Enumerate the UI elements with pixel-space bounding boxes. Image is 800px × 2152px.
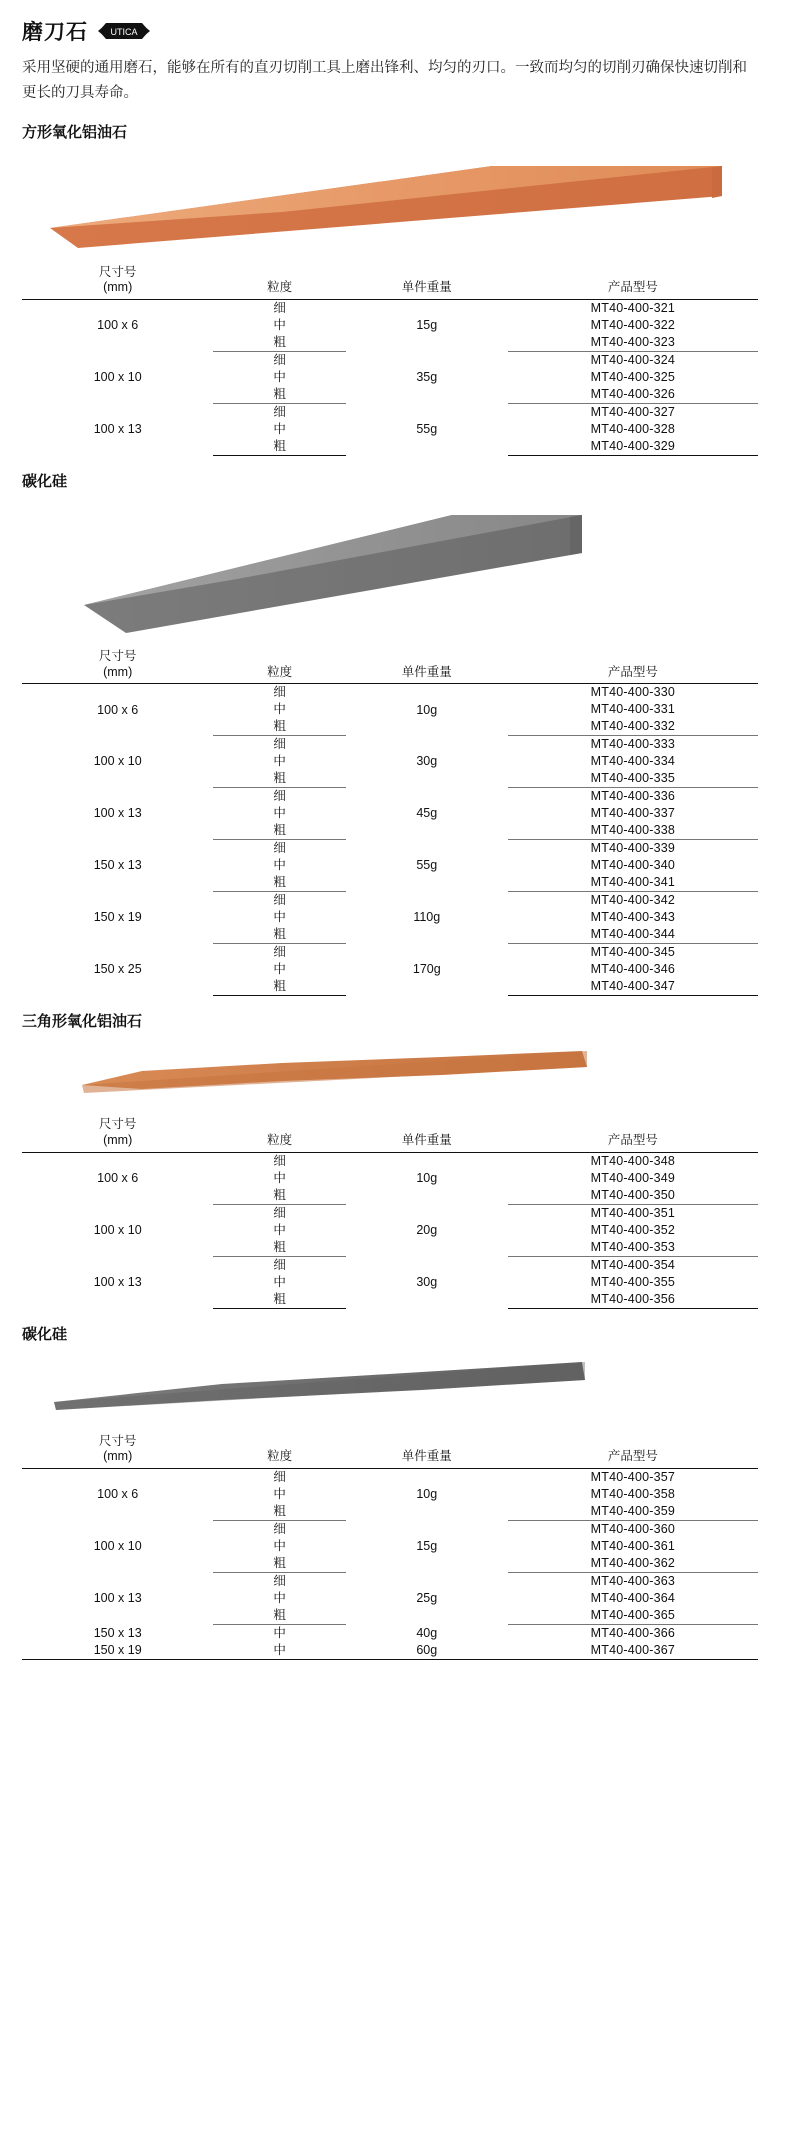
product-photo-triangular-silicon-carbide-stone (22, 1350, 758, 1422)
spec-table-triangular-aluminum-oxide (22, 1115, 758, 1308)
table-row: 中 MT40-400-364 (273, 1590, 676, 1605)
table-row: 100 x 13 细 25g MT40-400-363 (93, 1573, 676, 1605)
table-row: 100 x 13 细 45g MT40-400-336 (93, 789, 676, 821)
utica-brand-logo-icon (98, 21, 150, 41)
table-row: 粗 MT40-400-362 (22, 1555, 758, 1573)
col-header-weight: 单件重量 (346, 1432, 508, 1469)
col-header-grit: 粒度 (213, 263, 345, 300)
section-triangular-silicon-carbide (22, 1323, 758, 1660)
section-title: 三角形氧化铝油石 (22, 1013, 143, 1031)
spec-table-square-silicon-carbide (22, 647, 758, 996)
col-header-weight: 单件重量 (346, 1115, 508, 1152)
table-row: 粗 MT40-400-356 (22, 1291, 758, 1309)
table-header-row (22, 1432, 758, 1469)
table-row: 中 MT40-400-346 (273, 962, 676, 977)
table-row: 中 MT40-400-328 (273, 422, 676, 436)
section-title: 碳化硅 (22, 1325, 68, 1343)
section-title: 碳化硅 (22, 473, 68, 490)
table-row: 中 MT40-400-322 (273, 318, 676, 332)
col-header-grit: 粒度 (213, 647, 345, 684)
table-row: 100 x 6 细 10g MT40-400-348 (97, 1153, 676, 1185)
col-header-model: 产品型号 (508, 1432, 758, 1469)
table-row: 粗 MT40-400-347 (22, 978, 758, 996)
table-row: 中 MT40-400-361 (273, 1538, 676, 1553)
table-row: 100 x 10 细 30g MT40-400-333 (93, 737, 676, 769)
col-header-model: 产品型号 (508, 1115, 758, 1152)
table-row: 中 MT40-400-349 (273, 1170, 676, 1185)
table-header-row (22, 647, 758, 684)
table-row: 中 MT40-400-352 (273, 1222, 676, 1237)
table-row: 粗 MT40-400-350 (22, 1187, 758, 1205)
product-photo-square-aluminum-oxide-stone (22, 148, 758, 253)
section-triangular-aluminum-oxide (22, 1010, 758, 1308)
col-header-grit: 粒度 (213, 1432, 345, 1469)
table-row: 中 MT40-400-355 (273, 1274, 676, 1289)
page-header (22, 16, 758, 46)
table-row: 中 MT40-400-331 (273, 702, 676, 717)
section-title: 方形氧化铝油石 (22, 123, 128, 141)
spec-table-square-aluminum-oxide (22, 263, 758, 456)
table-row: 粗 MT40-400-338 (22, 822, 758, 840)
table-row: 粗 MT40-400-341 (22, 874, 758, 892)
col-header-size: 尺寸号 (mm) (22, 1115, 213, 1152)
col-header-model: 产品型号 (508, 263, 758, 300)
table-row: 中 MT40-400-334 (273, 754, 676, 769)
product-photo-triangular-aluminum-oxide-stone (22, 1037, 758, 1105)
table-row: 粗 MT40-400-344 (22, 926, 758, 944)
intro-paragraph: 采用坚硬的通用磨石，能够在所有的直刃切削工具上磨出锋利、均匀的刃口。一致而均匀的切削刃确保快速切削和更长的刀具寿命。 (22, 60, 747, 102)
table-row: 100 x 10 细 20g MT40-400-351 (93, 1205, 676, 1237)
table-row: 中 MT40-400-325 (273, 370, 676, 384)
table-header-row (22, 263, 758, 300)
table-row: 粗 MT40-400-365 (22, 1607, 758, 1625)
page-title: 磨刀石 (22, 21, 88, 44)
table-row: 中 MT40-400-343 (273, 910, 676, 925)
section-square-aluminum-oxide (22, 121, 758, 456)
col-header-model: 产品型号 (508, 647, 758, 684)
table-row: 粗 MT40-400-326 (22, 386, 758, 404)
col-header-weight: 单件重量 (346, 263, 508, 300)
table-row: 150 x 25 细 170g MT40-400-345 (93, 945, 676, 977)
table-row: 100 x 10 细 35g MT40-400-324 (93, 353, 676, 384)
svg-text:UTICA: UTICA (110, 27, 138, 37)
product-photo-square-silicon-carbide-stone (22, 497, 758, 637)
table-row: 粗 MT40-400-359 (22, 1503, 758, 1521)
table-row: 100 x 13 细 30g MT40-400-354 (93, 1257, 676, 1289)
col-header-size: 尺寸号 (mm) (22, 647, 213, 684)
table-row: 中 MT40-400-337 (273, 806, 676, 821)
table-row: 100 x 10 细 15g MT40-400-360 (93, 1521, 676, 1553)
col-header-size: 尺寸号 (mm) (22, 1432, 213, 1469)
table-row: 粗 MT40-400-329 (22, 438, 758, 456)
table-row: 粗 MT40-400-323 (22, 334, 758, 352)
table-row: 100 x 6 细 10g MT40-400-357 (97, 1469, 676, 1501)
spec-table-triangular-silicon-carbide (22, 1432, 758, 1660)
table-row: 150 x 13 中 40g MT40-400-366 (93, 1625, 676, 1640)
col-header-size: 尺寸号 (mm) (22, 263, 213, 300)
table-row: 100 x 13 细 55g MT40-400-327 (93, 405, 676, 436)
table-row: 粗 MT40-400-353 (22, 1239, 758, 1257)
table-row: 150 x 19 细 110g MT40-400-342 (93, 893, 676, 925)
table-row: 150 x 19 中 60g MT40-400-367 (22, 1642, 758, 1660)
table-row: 150 x 13 细 55g MT40-400-339 (93, 841, 676, 873)
col-header-weight: 单件重量 (346, 647, 508, 684)
table-row: 100 x 6 细 15g MT40-400-321 (97, 301, 676, 333)
col-header-grit: 粒度 (213, 1115, 345, 1152)
table-row: 100 x 6 细 10g MT40-400-330 (97, 685, 676, 717)
table-row: 中 MT40-400-340 (273, 858, 676, 873)
table-row: 粗 MT40-400-332 (22, 718, 758, 736)
table-header-row (22, 1115, 758, 1152)
table-row: 粗 MT40-400-335 (22, 770, 758, 788)
table-row: 中 MT40-400-358 (273, 1486, 676, 1501)
section-square-silicon-carbide (22, 470, 758, 996)
